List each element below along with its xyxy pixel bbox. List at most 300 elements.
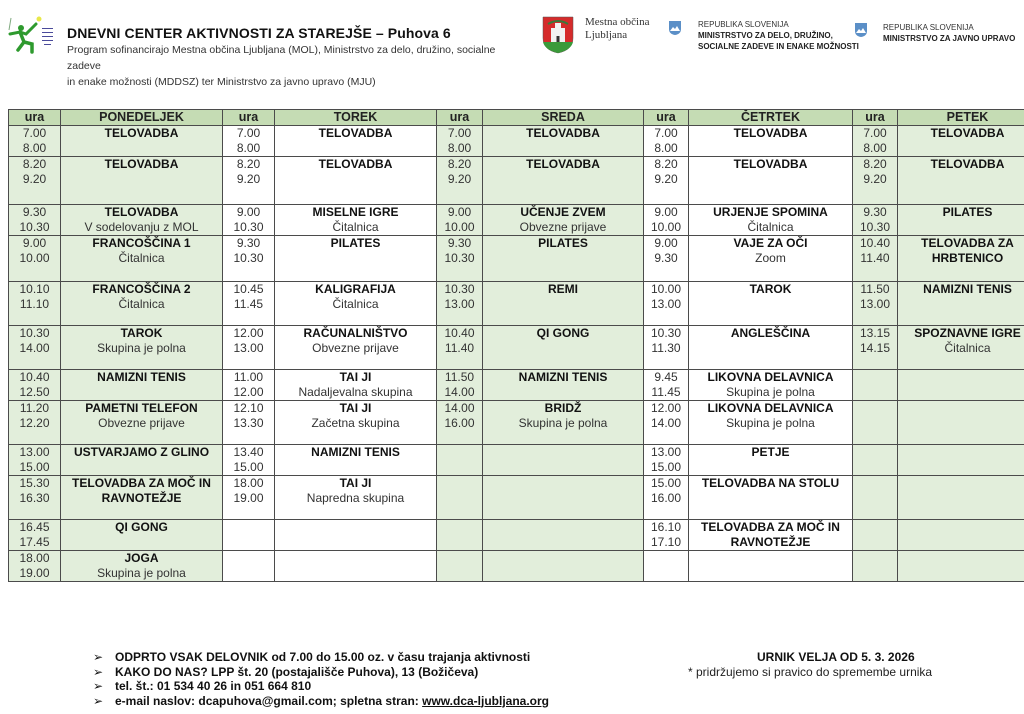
time-cell-tuesday [223, 370, 275, 401]
time-cell-tuesday [223, 551, 275, 582]
activity-name: TAI JI [339, 370, 372, 384]
time-cell-thursday [644, 236, 689, 282]
time-cell-tuesday [223, 445, 275, 476]
time-cell-friday [853, 551, 898, 582]
mddsz-sponsor-label: REPUBLIKA SLOVENIJA MINISTRSTVO ZA DELO, DRUŽINO, SOCIALNE ZADEVE IN ENAKE MOŽNOSTI [698, 20, 859, 51]
time-from: 9.00 [447, 205, 472, 219]
activity-name: PETJE [751, 445, 790, 459]
time-cell-monday [9, 205, 61, 236]
activity-cell-wednesday [483, 401, 644, 445]
time-to: 11.10 [19, 297, 50, 311]
activity-cell-tuesday [275, 282, 437, 326]
table-row [9, 370, 1024, 401]
activity-note: Čitalnica [332, 220, 379, 234]
time-from: 13.00 [650, 445, 682, 459]
activity-note: Čitalnica [118, 251, 165, 265]
arrowhead-bullet-icon: ➢ [93, 693, 104, 708]
activity-name: FRANCOŠČINA 1 [92, 236, 191, 250]
time-to: 13.30 [233, 416, 264, 430]
time-cell-wednesday [437, 401, 483, 445]
time-to: 8.00 [236, 141, 261, 155]
activity-note: Obvezne prijave [519, 220, 607, 234]
time-cell-monday [9, 520, 61, 551]
time-cell-tuesday [223, 282, 275, 326]
time-to: 16.30 [19, 491, 50, 505]
time-to: 13.00 [650, 297, 682, 311]
time-cell-wednesday [437, 476, 483, 520]
time-to: 12.50 [19, 385, 50, 399]
time-to: 14.00 [444, 385, 475, 399]
table-row [9, 445, 1024, 476]
website-link[interactable]: www.dca-ljubljana.org [422, 693, 550, 708]
time-to: 13.00 [859, 297, 891, 311]
time-to: 13.00 [444, 297, 475, 311]
time-from: 7.00 [654, 126, 678, 140]
activity-cell-thursday [689, 236, 853, 282]
time-cell-friday [853, 157, 898, 205]
time-cell-thursday [644, 445, 689, 476]
activity-name: PILATES [330, 236, 381, 250]
activity-cell-wednesday [483, 445, 644, 476]
time-to: 9.20 [447, 172, 472, 186]
time-cell-friday [853, 326, 898, 370]
time-to: 10.30 [444, 251, 475, 265]
activity-name: REMI [548, 282, 578, 296]
activity-cell-monday [61, 126, 223, 157]
time-from: 13.15 [859, 326, 891, 340]
activity-cell-thursday [689, 126, 853, 157]
running-person-logo-icon [6, 16, 56, 56]
activity-note: Čitalnica [118, 297, 165, 311]
table-row [9, 157, 1024, 205]
time-to: 15.00 [650, 460, 682, 474]
activity-cell-tuesday [275, 520, 437, 551]
time-cell-friday [853, 126, 898, 157]
time-to: 12.00 [233, 385, 264, 399]
time-from: 10.40 [444, 326, 475, 340]
time-to: 14.00 [19, 341, 50, 355]
time-to: 11.40 [860, 251, 890, 265]
time-to: 12.20 [19, 416, 50, 430]
activity-name: NAMIZNI TENIS [923, 282, 1012, 296]
activity-note: Nadaljevalna skupina [298, 385, 413, 399]
time-from: 18.00 [19, 551, 50, 565]
time-to: 14.15 [859, 341, 891, 355]
time-to: 8.00 [863, 141, 887, 155]
activity-cell-thursday [689, 520, 853, 551]
time-to: 9.20 [863, 172, 887, 186]
time-to: 11.30 [651, 341, 681, 355]
activity-name: LIKOVNA DELAVNICA [707, 370, 834, 384]
time-from: 12.00 [233, 326, 264, 340]
time-to: 13.00 [233, 341, 264, 355]
time-from: 10.30 [650, 326, 682, 340]
time-to: 10.30 [859, 220, 891, 234]
arrowhead-bullet-icon: ➢ [93, 664, 104, 679]
activity-name: TELOVADBA [318, 157, 393, 171]
activity-cell-wednesday [483, 370, 644, 401]
info-item-phone: ➢ tel. št.: 01 534 40 26 in 051 664 810 [93, 679, 312, 693]
activity-cell-monday [61, 445, 223, 476]
activity-name: ANGLEŠČINA [730, 326, 811, 340]
activity-cell-wednesday [483, 476, 644, 520]
activity-cell-friday [898, 401, 1024, 445]
activity-name: TELOVADBA [733, 157, 808, 171]
time-cell-wednesday [437, 126, 483, 157]
time-to: 19.00 [233, 491, 264, 505]
activity-name: URJENJE SPOMINA [713, 205, 828, 219]
time-from: 8.20 [863, 157, 887, 171]
time-from: 10.30 [19, 326, 50, 340]
time-from: 18.00 [233, 476, 264, 490]
activity-cell-thursday [689, 445, 853, 476]
time-to: 9.30 [654, 251, 678, 265]
activity-cell-thursday [689, 401, 853, 445]
table-row [9, 476, 1024, 520]
activity-name: QI GONG [115, 520, 168, 534]
time-to: 8.00 [654, 141, 678, 155]
time-from: 9.00 [654, 205, 678, 219]
time-from: 9.30 [447, 236, 472, 250]
time-from: 11.00 [233, 370, 264, 384]
activity-note: Čitalnica [332, 297, 379, 311]
activity-cell-tuesday [275, 551, 437, 582]
activity-name: USTVARJAMO Z GLINO [73, 445, 210, 459]
activity-cell-wednesday [483, 157, 644, 205]
activity-note: Zoom [755, 251, 786, 265]
column-header-time: ura [437, 110, 483, 126]
time-cell-monday [9, 282, 61, 326]
table-header-row [9, 110, 1024, 126]
time-to: 15.00 [233, 460, 264, 474]
time-from: 9.45 [654, 370, 678, 384]
activity-name: TELOVADBA [733, 126, 808, 140]
mju-sponsor-label: REPUBLIKA SLOVENIJA MINISTRSTVO ZA JAVNO UPRAVO [883, 23, 1016, 43]
activity-name: TAROK [749, 282, 792, 296]
time-cell-tuesday [223, 236, 275, 282]
activity-name: TELOVADBA [930, 157, 1005, 171]
time-to: 8.00 [22, 141, 47, 155]
time-cell-tuesday [223, 205, 275, 236]
time-to: 19.00 [19, 566, 50, 580]
time-cell-wednesday [437, 236, 483, 282]
activity-name: TAI JI [339, 476, 372, 490]
activity-cell-wednesday [483, 126, 644, 157]
slovenia-emblem-icon [668, 20, 682, 36]
valid-from-label: URNIK VELJA OD 5. 3. 2026 [757, 650, 915, 664]
activity-cell-tuesday [275, 401, 437, 445]
time-from: 10.10 [19, 282, 50, 296]
activity-name: QI GONG [536, 326, 590, 340]
activity-name: TELOVADBA [104, 126, 179, 140]
activity-cell-tuesday [275, 445, 437, 476]
activity-cell-thursday [689, 370, 853, 401]
time-from: 16.45 [19, 520, 50, 534]
activity-name: TELOVADBA [104, 157, 179, 171]
time-to: 10.00 [444, 220, 475, 234]
time-to: 10.30 [233, 220, 264, 234]
time-to: 9.20 [236, 172, 261, 186]
time-from: 7.00 [236, 126, 261, 140]
ljubljana-crest-icon [542, 16, 574, 54]
activity-name: JOGA [124, 551, 159, 565]
table-row [9, 236, 1024, 282]
time-cell-thursday [644, 282, 689, 326]
mol-sponsor-label: Mestna občina Ljubljana [585, 16, 650, 41]
activity-cell-wednesday [483, 551, 644, 582]
time-from: 14.00 [444, 401, 475, 415]
activity-name: TELOVADBA NA STOLU [701, 476, 840, 490]
time-cell-tuesday [223, 326, 275, 370]
time-cell-tuesday [223, 126, 275, 157]
activity-cell-monday [61, 205, 223, 236]
time-to: 11.45 [233, 297, 264, 311]
column-header-monday: PONEDELJEK [61, 110, 223, 126]
column-header-time: ura [853, 110, 898, 126]
activity-cell-friday [898, 520, 1024, 551]
activity-cell-thursday [689, 476, 853, 520]
activity-note: Čitalnica [747, 220, 794, 234]
column-header-wednesday: SREDA [483, 110, 644, 126]
time-from: 12.00 [650, 401, 682, 415]
info-item-hours: ➢ ODPRTO VSAK DELOVNIK od 7.00 do 15.00 oz. v času trajanja aktivnosti [93, 650, 531, 664]
table-row [9, 282, 1024, 326]
activity-name: BRIDŽ [544, 401, 582, 415]
slovenia-emblem-icon [854, 22, 868, 38]
time-cell-thursday [644, 401, 689, 445]
time-from: 13.00 [19, 445, 50, 459]
info-item-contact: ➢ e-mail naslov: dcapuhova@gmail.com; spletna stran: www.dca-ljubljana.org [93, 693, 550, 708]
time-cell-monday [9, 370, 61, 401]
time-from: 10.45 [233, 282, 264, 296]
activity-cell-monday [61, 476, 223, 520]
time-to: 9.20 [654, 172, 678, 186]
time-from: 10.00 [650, 282, 682, 296]
time-from: 9.00 [236, 205, 261, 219]
activity-cell-monday [61, 520, 223, 551]
activity-name: TELOVADBA [526, 157, 600, 171]
activity-cell-friday [898, 476, 1024, 520]
activity-cell-tuesday [275, 205, 437, 236]
time-from: 10.40 [19, 370, 50, 384]
time-to: 8.00 [447, 141, 472, 155]
activity-cell-tuesday [275, 236, 437, 282]
time-from: 8.20 [447, 157, 472, 171]
time-to: 11.45 [651, 385, 681, 399]
info-item-directions: ➢ KAKO DO NAS? LPP št. 20 (postajališče Puhova), 13 (Božičeva) [93, 664, 479, 679]
time-to: 16.00 [650, 491, 682, 505]
subtitle-line-2: in enake možnosti (MDDSZ) ter Ministrstvo za javno upravo (MJU) [67, 76, 376, 88]
time-from: 8.20 [22, 157, 47, 171]
time-from: 10.40 [859, 236, 891, 250]
table-row [9, 401, 1024, 445]
activity-cell-friday [898, 445, 1024, 476]
time-cell-friday [853, 370, 898, 401]
disclaimer-text: * pridržujemo si pravico do spremembe urnika [688, 665, 933, 679]
activity-cell-tuesday [275, 476, 437, 520]
activity-name: TELOVADBA ZA MOČ IN RAVNOTEŽJE [72, 476, 211, 505]
column-header-friday: PETEK [898, 110, 1024, 126]
column-header-time: ura [9, 110, 61, 126]
activity-cell-monday [61, 551, 223, 582]
time-from: 7.00 [447, 126, 472, 140]
time-cell-monday [9, 551, 61, 582]
time-cell-monday [9, 401, 61, 445]
activity-cell-wednesday [483, 205, 644, 236]
time-cell-tuesday [223, 401, 275, 445]
activity-note: Obvezne prijave [98, 416, 185, 430]
time-to: 11.40 [444, 341, 475, 355]
time-to: 17.10 [650, 535, 682, 549]
activity-note: Napredna skupina [306, 491, 405, 505]
time-from: 8.20 [654, 157, 678, 171]
activity-note: Čitalnica [944, 341, 991, 355]
activity-name: KALIGRAFIJA [315, 282, 396, 296]
activity-cell-thursday [689, 282, 853, 326]
activity-cell-tuesday [275, 326, 437, 370]
activity-cell-friday [898, 236, 1024, 282]
arrowhead-bullet-icon: ➢ [93, 679, 104, 693]
activity-cell-monday [61, 370, 223, 401]
activity-name: NAMIZNI TENIS [97, 370, 186, 384]
time-to: 10.00 [650, 220, 682, 234]
time-cell-tuesday [223, 476, 275, 520]
time-from: 8.20 [236, 157, 261, 171]
table-row [9, 126, 1024, 157]
activity-note: Obvezne prijave [312, 341, 399, 355]
time-cell-friday [853, 236, 898, 282]
time-from: 7.00 [863, 126, 887, 140]
activity-name: UČENJE ZVEM [520, 205, 606, 219]
table-row [9, 326, 1024, 370]
table-row [9, 551, 1024, 582]
time-cell-monday [9, 445, 61, 476]
arrowhead-bullet-icon: ➢ [93, 650, 104, 664]
page-title: DNEVNI CENTER AKTIVNOSTI ZA STAREJŠE – Puhova 6 [67, 25, 451, 41]
activity-name: TELOVADBA [318, 126, 393, 140]
time-from: 12.10 [233, 401, 264, 415]
time-to: 9.20 [22, 172, 47, 186]
time-cell-wednesday [437, 551, 483, 582]
time-cell-monday [9, 326, 61, 370]
activity-name: PAMETNI TELEFON [85, 401, 198, 415]
time-cell-wednesday [437, 445, 483, 476]
activity-cell-wednesday [483, 236, 644, 282]
activity-name: TAROK [120, 326, 163, 340]
time-cell-friday [853, 520, 898, 551]
activity-cell-friday [898, 126, 1024, 157]
activity-cell-friday [898, 282, 1024, 326]
time-to: 10.30 [19, 220, 50, 234]
activity-cell-monday [61, 236, 223, 282]
activity-cell-thursday [689, 326, 853, 370]
time-cell-friday [853, 445, 898, 476]
activity-cell-monday [61, 282, 223, 326]
activity-name: FRANCOŠČINA 2 [92, 282, 191, 296]
time-from: 16.10 [650, 520, 682, 534]
time-cell-wednesday [437, 282, 483, 326]
time-cell-thursday [644, 370, 689, 401]
weekly-schedule-table [8, 109, 1024, 582]
time-cell-thursday [644, 520, 689, 551]
time-cell-thursday [644, 157, 689, 205]
activity-name: TELOVADBA ZA HRBTENICO [921, 236, 1014, 265]
time-cell-monday [9, 236, 61, 282]
time-cell-wednesday [437, 326, 483, 370]
table-row [9, 520, 1024, 551]
activity-cell-wednesday [483, 326, 644, 370]
time-cell-wednesday [437, 157, 483, 205]
activity-cell-tuesday [275, 126, 437, 157]
subtitle-line-1: Program sofinancirajo Mestna občina Ljubljana (MOL), Ministrstvo za delo, družino, socialne zadeve [67, 44, 496, 72]
activity-note: Skupina je polna [726, 416, 815, 430]
time-cell-wednesday [437, 520, 483, 551]
activity-name: MISELNE IGRE [312, 205, 399, 219]
activity-note: Skupina je polna [518, 416, 608, 430]
time-cell-friday [853, 282, 898, 326]
time-to: 16.00 [444, 416, 475, 430]
time-cell-thursday [644, 551, 689, 582]
time-cell-thursday [644, 205, 689, 236]
activity-note: Skupina je polna [97, 566, 186, 580]
time-cell-tuesday [223, 157, 275, 205]
activity-note: Skupina je polna [97, 341, 186, 355]
activity-name: TELOVADBA [526, 126, 600, 140]
time-from: 9.30 [863, 205, 887, 219]
activity-name: PILATES [942, 205, 993, 219]
activity-cell-friday [898, 551, 1024, 582]
time-from: 11.20 [19, 401, 50, 415]
activity-cell-tuesday [275, 370, 437, 401]
info-list [93, 650, 549, 708]
time-to: 15.00 [19, 460, 50, 474]
activity-name: TELOVADBA ZA MOČ IN RAVNOTEŽJE [701, 520, 840, 549]
time-to: 10.30 [233, 251, 264, 265]
activity-cell-tuesday [275, 157, 437, 205]
time-from: 7.00 [22, 126, 47, 140]
activity-cell-friday [898, 205, 1024, 236]
column-header-tuesday: TOREK [275, 110, 437, 126]
activity-cell-friday [898, 326, 1024, 370]
activity-name: RAČUNALNIŠTVO [303, 326, 408, 340]
activity-cell-monday [61, 326, 223, 370]
time-cell-thursday [644, 126, 689, 157]
time-cell-friday [853, 401, 898, 445]
column-header-thursday: ČETRTEK [689, 110, 853, 126]
activity-name: TAI JI [339, 401, 372, 415]
activity-cell-friday [898, 370, 1024, 401]
activity-name: TELOVADBA [104, 205, 179, 219]
activity-name: PILATES [538, 236, 588, 250]
activity-cell-wednesday [483, 282, 644, 326]
time-cell-friday [853, 205, 898, 236]
activity-name: TELOVADBA [930, 126, 1005, 140]
time-from: 15.00 [650, 476, 682, 490]
table-row [9, 205, 1024, 236]
activity-cell-friday [898, 157, 1024, 205]
activity-cell-thursday [689, 157, 853, 205]
time-from: 9.30 [236, 236, 261, 250]
column-header-time: ura [644, 110, 689, 126]
time-cell-wednesday [437, 370, 483, 401]
activity-cell-monday [61, 401, 223, 445]
column-header-time: ura [223, 110, 275, 126]
activity-cell-wednesday [483, 520, 644, 551]
time-cell-monday [9, 157, 61, 205]
activity-cell-thursday [689, 205, 853, 236]
activity-cell-thursday [689, 551, 853, 582]
time-from: 15.30 [19, 476, 50, 490]
